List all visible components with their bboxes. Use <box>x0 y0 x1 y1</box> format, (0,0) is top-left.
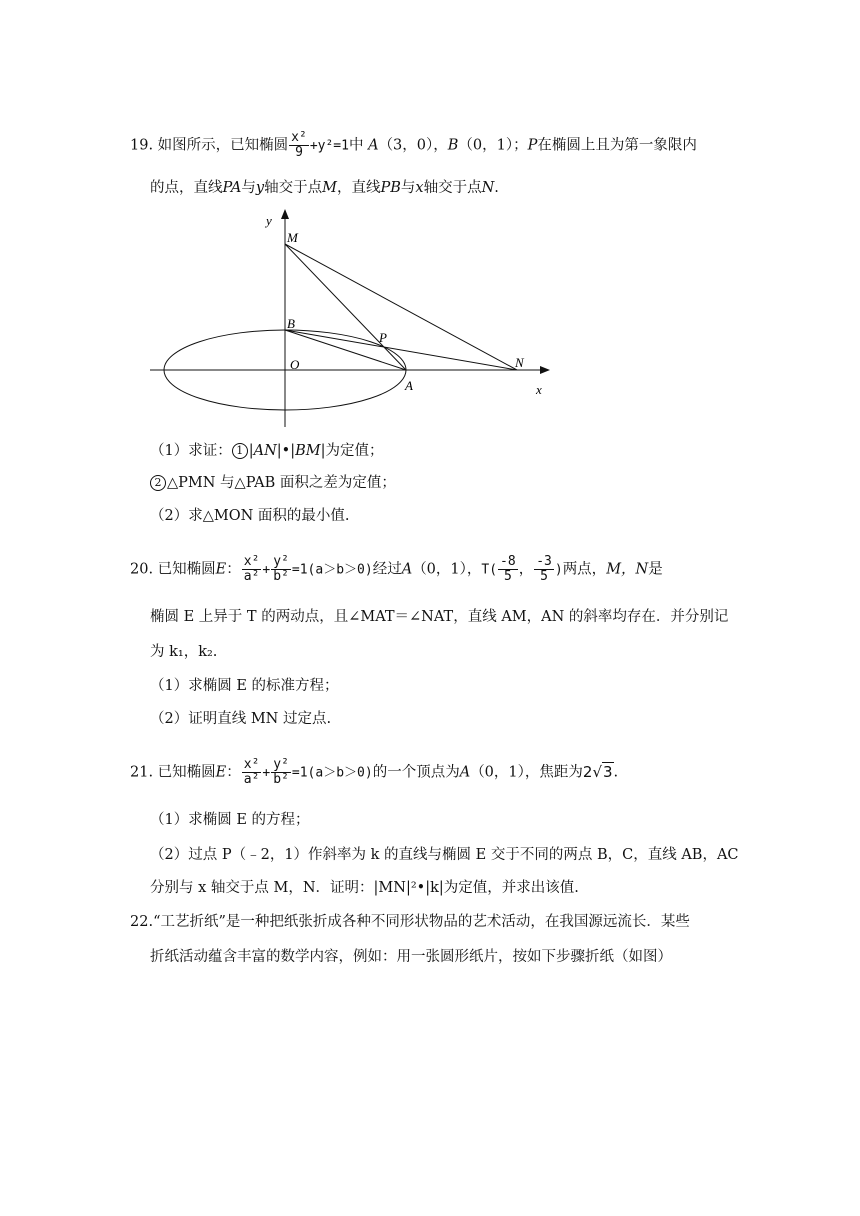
q19-line1: 19. 如图所示，已知椭圆 $\frac{\text{x²}}{9}$ +y²=1中 A（3，0），B（0，1）；P在椭圆上且为第一象限内 <box>130 130 697 160</box>
q20-line3: 为 k₁，k₂. <box>150 644 218 660</box>
label-A: A <box>405 378 413 393</box>
label-N: N <box>515 355 524 370</box>
q22-line1: 22.“工艺折纸”是一种把纸张折成各种不同形状物品的艺术活动，在我国源远流长．某些 <box>130 914 690 930</box>
circled-number-2: 2 <box>150 475 166 491</box>
q19-part2: （2）求△MON 面积的最小值. <box>150 508 350 524</box>
label-y: y <box>266 213 272 228</box>
q21-line1: 21. 已知椭圆E： $\frac{\text{x²}}{\text{a²}}$ + $\frac{\text{y²}}{\text{b²}}$ =1(a＞b＞0)的一个顶点为A（0，1），焦距为2√3. <box>130 757 619 787</box>
q20-part2: （2）证明直线 MN 过定点. <box>150 711 332 727</box>
y-axis-arrow <box>281 209 289 219</box>
sqrt-expression: 2√3 <box>582 762 613 781</box>
q21-part2-line2: 分别与 x 轴交于点 M，N．证明：|MN|²•|k|为定值，并求出该值. <box>150 880 579 896</box>
q19-number: 19. <box>130 137 154 154</box>
circled-number-1: 1 <box>232 443 248 459</box>
label-M: M <box>287 230 298 245</box>
q19-part1b: 2 △PMN 与△PAB 面积之差为定值； <box>150 473 396 493</box>
line-BN <box>285 330 517 370</box>
ellipse-diagram <box>150 205 570 435</box>
q21-part2-line1: （2）过点 P（﹣2，1）作斜率为 k 的直线与椭圆 E 交于不同的两点 B，C，直线 AB，AC <box>150 847 739 863</box>
q21-part1: （1）求椭圆 E 的方程； <box>150 812 310 828</box>
label-O: O <box>290 357 300 372</box>
x-axis-arrow <box>540 366 550 374</box>
label-x: x <box>536 382 542 397</box>
q19-line2: 的点，直线PA与y轴交于点M，直线PB与x轴交于点N. <box>150 180 499 196</box>
q20-line2: 椭圆 E 上异于 T 的两动点，且∠MAT＝∠NAT，直线 AM，AN 的斜率均存在．并分别记 <box>150 609 729 625</box>
q20-part1: （1）求椭圆 E 的标准方程； <box>150 678 339 694</box>
q19-part1: （1）求证： 1 |AN|•|BM|为定值； <box>150 443 384 459</box>
label-P: P <box>379 330 387 345</box>
q22-line2: 折纸活动蕴含丰富的数学内容，例如：用一张圆形纸片，按如下步骤折纸（如图） <box>150 949 672 965</box>
line-MN <box>285 244 517 370</box>
q20-line1: 20. 已知椭圆E： $\frac{\text{x²}}{\text{a²}}$ + $\frac{\text{y²}}{\text{b²}}$ =1(a＞b＞0)经过A（0，1），T( $\frac{-8}{5}$ ， $\frac{-3}{5}$ )两点，M，N是 <box>130 554 663 584</box>
ellipse-fraction: $\frac{\text{x²}}{9}$ <box>291 130 307 160</box>
line-MA <box>285 244 406 370</box>
label-B: B <box>287 316 295 331</box>
line-BA <box>285 330 406 370</box>
